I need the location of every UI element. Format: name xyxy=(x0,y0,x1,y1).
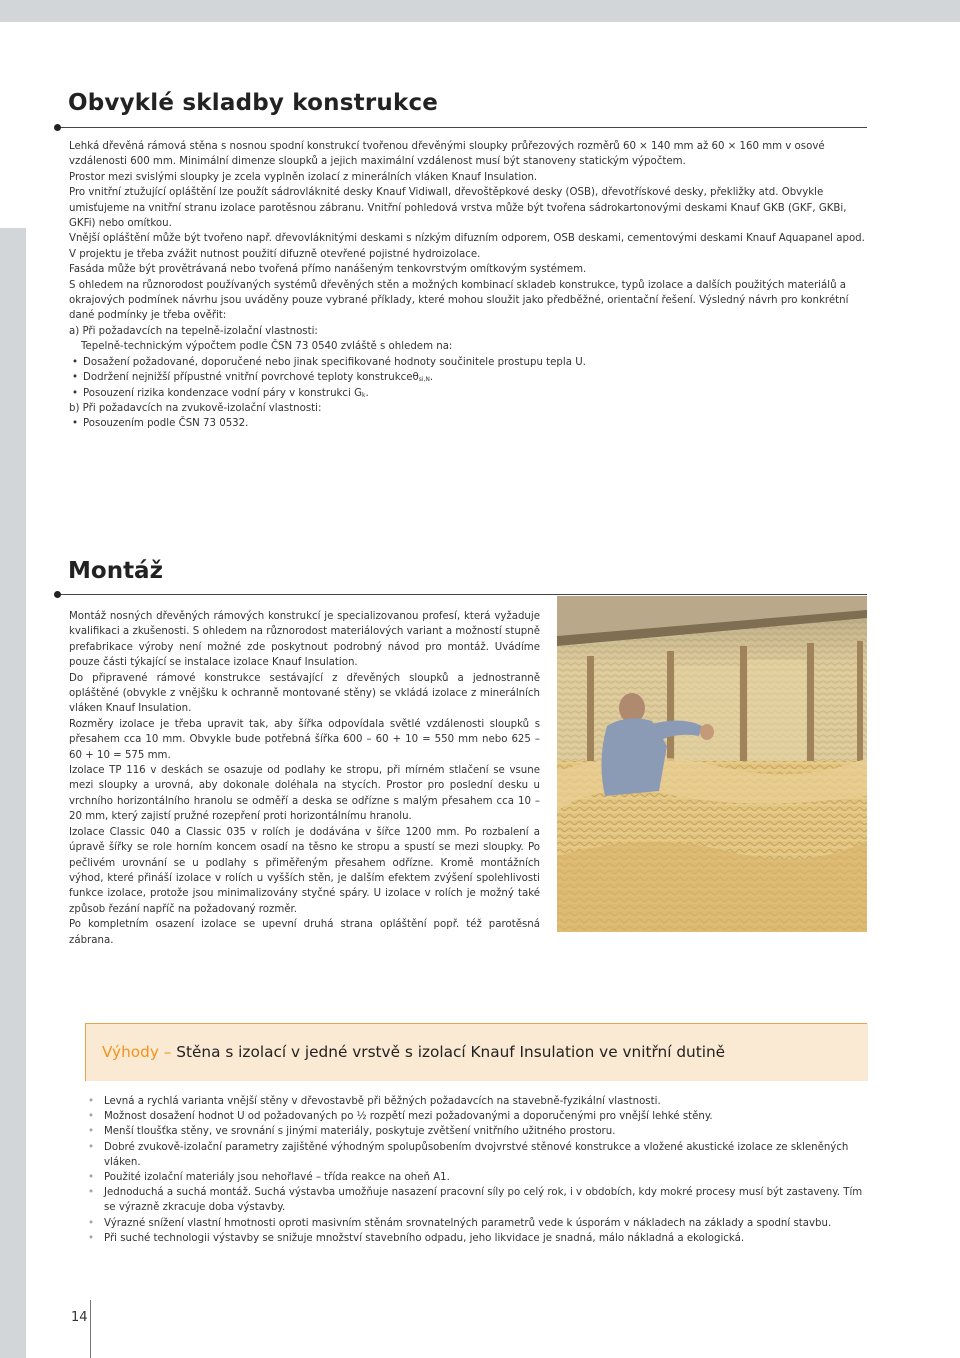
subscript: si,N xyxy=(418,376,430,384)
insulation-installation-photo xyxy=(557,596,867,932)
list-item xyxy=(69,355,869,370)
paragraph: Vnější opláštění může být tvořeno např. dřevovláknitými deskami s nízkým difuzním odporem, OSB deskami, cementovými deskami Knauf Aquapanel apod. xyxy=(69,233,865,245)
list-item: • Dobré zvukově-izolační parametry zajištěné výhodným spolupůsobením dvojvrstvé stěnové konstrukce a vložené akustické izolace ze skleněných vláken. xyxy=(85,1140,867,1170)
list-item xyxy=(69,416,869,431)
list-item: • Při suché technologii výstavby se snižuje množství stavebního odpadu, jeho likvidace je snadná, málo nákladná a ekologická. xyxy=(85,1231,867,1246)
subscript: k xyxy=(362,391,366,399)
list-item-text: Posouzení rizika kondenzace vodní páry v konstrukci G xyxy=(83,387,362,399)
benefits-callout xyxy=(85,1023,868,1081)
callout-title xyxy=(102,1043,725,1061)
requirement-a-intro: Tepelně-technickým výpočtem podle ČSN 73 0540 zvláště s ohledem na: xyxy=(81,341,453,353)
list-item: • Možnost dosažení hodnot U od požadovaných po ½ rozpětí mezi požadovanými a doporučenými pro vnější lehké stěny. xyxy=(85,1109,867,1124)
section-rule xyxy=(57,594,867,595)
paragraph: Fasáda může být provětrávaná nebo tvořená přímo nanášeným tenkovrstvým omítkovým systémem. xyxy=(69,264,587,276)
requirement-a: a) Při požadavcích na tepelně-izolační vlastnosti: xyxy=(69,325,318,337)
list-item xyxy=(69,386,869,401)
paragraph: V projektu je třeba zvážit nutnost použití difuzně otevřené pojistné hydroizolace. xyxy=(69,248,481,260)
list-item: • Použité izolační materiály jsou nehořlavé – třída reakce na oheň A1. xyxy=(85,1170,867,1185)
photo-illustration xyxy=(557,596,867,932)
section-rule-dot xyxy=(54,124,61,131)
list-item-text: Dosažení požadované, doporučené nebo jinak specifikované hodnoty součinitele prostupu tepla U. xyxy=(83,356,586,368)
list-item xyxy=(69,370,869,385)
section-title-skladby: Obvyklé skladby konstrukce xyxy=(68,90,439,116)
section-title-montaz: Montáž xyxy=(68,558,163,584)
left-margin-band xyxy=(0,228,26,1358)
callout-title-accent: Výhody – xyxy=(102,1043,172,1061)
paragraph: Rozměry izolace je třeba upravit tak, aby šířka odpovídala světlé vzdálenosti sloupků s přesahem cca 10 mm. Obvykle bude potřebná šířka 600 – 60 + 10 = 550 mm nebo 625 – 60 + 10 = 575 mm. xyxy=(69,718,540,761)
paragraph: S ohledem na různorodost používaných systémů dřevěných stěn a možných kombinací skladeb konstrukce, typů izolace a dalších použitých materiálů a okrajových podmínek návrhu jsou uváděny pouze vybrané příklady, které mohou sloužit jako předběžné, orientační řešení. Výsledný návrh pro konkrétní dané podmínky je třeba ověřit: xyxy=(69,279,849,322)
paragraph: Lehká dřevěná rámová stěna s nosnou spodní konstrukcí tvořenou dřevěnými sloupky průřezových rozměrů 60 × 140 mm až 60 × 160 mm v osové vzdálenosti 600 mm. Minimální dimenze sloupků a jejich maximální vzdálenost musí být stanoveny statickým výpočtem. xyxy=(69,141,825,168)
section-rule-dot xyxy=(54,591,61,598)
list-item-text-end: . xyxy=(365,387,369,399)
list-item: • Jednoduchá a suchá montáž. Suchá výstavba umožňuje nasazení pracovní síly po celý rok, i v obdobích, kdy mokré procesy musí být zastaveny. Tím se výrazně zkracuje doba výstavby. xyxy=(85,1185,867,1215)
paragraph: Izolace Classic 040 a Classic 035 v rolích je dodávána v šířce 1200 mm. Po rozbalení a úpravě šířky se role horním koncem osadí na těsno ke stropu a spustí se mezi sloupky. Po pečlivém urovnání se u podlahy s přiměřeným přesahem odřízne. Kromě montážních výhod, které přináší izolace v rolích u vyšších stěn, je dalším efektem zvýšení spolehlivosti funkce izolace, protože jsou minimalizovány styčné spáry. U izolace v rolích je možný také způsob řezání napříč na požadovaný rozměr. xyxy=(69,826,540,915)
requirement-b: b) Při požadavcích na zvukově-izolační vlastnosti: xyxy=(69,402,322,414)
list-item: • Levná a rychlá varianta vnější stěny v dřevostavbě při běžných požadavcích na stavebně-fyzikální vlastnosti. xyxy=(85,1094,867,1109)
list-item: • Výrazné snížení vlastní hmotnosti oproti masivním stěnám srovnatelných parametrů vede k úsporám v nákladech na základy a spodní stavbu. xyxy=(85,1216,867,1231)
list-item: • Menší tloušťka stěny, ve srovnání s jinými materiály, poskytuje zvětšení vnitřního užitného prostoru. xyxy=(85,1124,867,1139)
callout-top-line xyxy=(85,1023,867,1024)
page-number-divider xyxy=(90,1300,91,1358)
benefits-list xyxy=(85,1094,867,1246)
paragraph: Montáž nosných dřevěných rámových konstrukcí je specializovanou profesí, která vyžaduje kvalifikaci a zkušenosti. S ohledem na různorodost materiálových variant a možností stupně prefabrikace výroby není možné zde poskytnout podrobný návod pro montáž. Uvádíme pouze části týkající se instalace izolace Knauf Insulation. xyxy=(69,611,540,669)
paragraph: Prostor mezi svislými sloupky je zcela vyplněn izolací z minerálních vláken Knauf Insulation. xyxy=(69,171,538,183)
paragraph: Pro vnitřní ztužující opláštění lze použít sádrovláknité desky Knauf Vidiwall, dřevoštěpkové desky (OSB), dřevotřískové desky, překližky atd. Obvykle umisťujeme na vnitřní stranu izolace parotěsnou zábranu. Vnitřní pohledová vrstva může být tvořena sádrokartonovými deskami Knauf GKB (GKF, GKBi, GKFi) nebo omítkou. xyxy=(69,187,847,230)
top-band xyxy=(0,0,960,22)
section-body-montaz xyxy=(69,609,540,948)
paragraph: Po kompletním osazení izolace se upevní druhá strana opláštění popř. též parotěsná zábrana. xyxy=(69,919,540,946)
list-item-text-end: . xyxy=(429,372,434,384)
page-number: 14 xyxy=(71,1310,88,1325)
list-item-text: Dodržení nejnižší přípustné vnitřní povrchové teploty konstrukceθ xyxy=(83,372,419,384)
callout-title-text: Stěna s izolací v jedné vrstvě s izolací Knauf Insulation ve vnitřní dutině xyxy=(171,1043,726,1061)
section-rule xyxy=(57,127,867,128)
list-item-text: Posouzením podle ČSN 73 0532. xyxy=(83,418,249,430)
section-body-skladby xyxy=(69,139,869,432)
paragraph: Do připravené rámové konstrukce sestávající z dřevěných sloupků a jednostranně opláštěné (obvykle z vnějšku k ochranně montované stěny) se vkládá izolace z minerálních vláken Knauf Insulation. xyxy=(69,672,540,715)
paragraph: Izolace TP 116 v deskách se osazuje od podlahy ke stropu, při mírném stlačení se vsune mezi sloupky a urovná, aby dokonale doléhala na stycích. Prostor pro poslední desku u vrchního horizontálního hranolu se odměří a deska se odřízne s malým přesahem cca 10 – 20 mm, který zajistí pružné rozepření proti horizontálnímu hranolu. xyxy=(69,765,540,823)
